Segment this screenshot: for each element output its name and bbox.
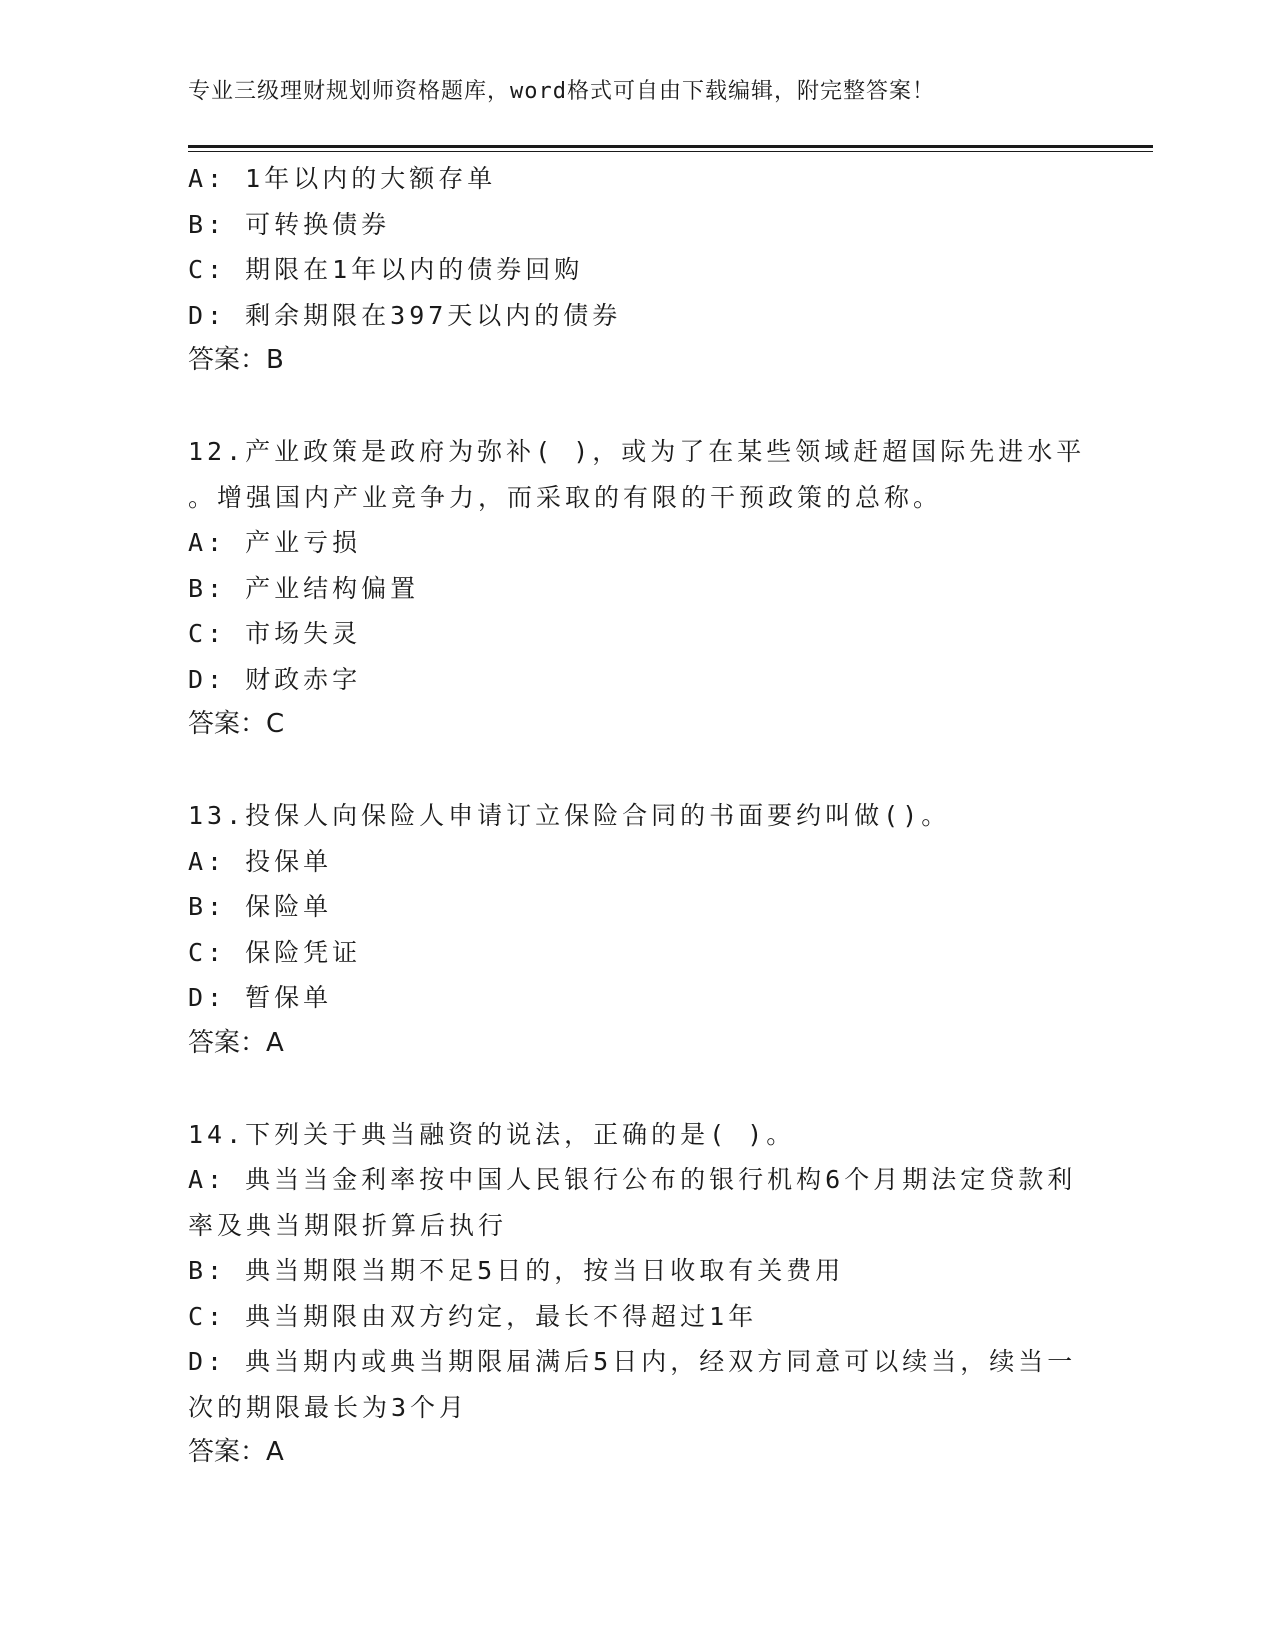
option-c: C: 市场失灵	[188, 619, 362, 648]
option-d-continued: 次的期限最长为3个月	[188, 1392, 469, 1422]
answer: 答案：B	[188, 345, 284, 375]
block-spacer	[188, 384, 1088, 430]
option-a: A: 典当当金利率按中国人民银行公布的银行机构6个月期法定贷款利	[188, 1165, 1077, 1194]
option-d: D: 剩余期限在397天以内的债券	[188, 300, 622, 330]
answer: 答案：A	[188, 1437, 284, 1467]
option-c: C: 典当期限由双方约定，最长不得超过1年	[188, 1301, 758, 1331]
option-c: C: 期限在1年以内的债券回购	[188, 255, 584, 284]
page-header: 专业三级理财规划师资格题库，word格式可自由下载编辑，附完整答案！	[188, 79, 935, 104]
header-rule-thin	[188, 151, 1153, 152]
option-b: B: 典当期限当期不足5日的，按当日收取有关费用	[188, 1256, 845, 1285]
option-b: B: 产业结构偏置	[188, 573, 420, 603]
question-text: 14.下列关于典当融资的说法，正确的是( )。	[188, 1119, 796, 1149]
option-c: C: 保险凭证	[188, 937, 362, 967]
option-d: D: 典当期内或典当期限届满后5日内，经双方同意可以续当，续当一	[188, 1347, 1077, 1376]
question-block-12	[188, 429, 1088, 748]
option-a: A: 1年以内的大额存单	[188, 164, 497, 193]
option-a-continued: 率及典当期限折算后执行	[188, 1210, 508, 1240]
answer: 答案：C	[188, 709, 285, 739]
option-d: D: 暂保单	[188, 983, 333, 1012]
answer: 答案：A	[188, 1027, 284, 1058]
question-text: 13.投保人向保险人申请订立保险合同的书面要约叫做()。	[188, 801, 951, 830]
question-block-14	[188, 1112, 1088, 1476]
option-b: B: 可转换债券	[188, 209, 391, 239]
option-a: A: 产业亏损	[188, 528, 362, 557]
option-a: A: 投保单	[188, 846, 333, 876]
question-content	[188, 156, 1088, 1476]
question-block-11	[188, 156, 1088, 384]
option-b: B: 保险单	[188, 892, 333, 921]
question-text: 12.产业政策是政府为弥补( )，或为了在某些领域赶超国际先进水平	[188, 437, 1086, 466]
header-rule-thick	[188, 145, 1153, 148]
question-block-13	[188, 793, 1088, 1066]
question-text-continued: 。增强国内产业竞争力，而采取的有限的干预政策的总称。	[188, 482, 943, 512]
option-d: D: 财政赤字	[188, 664, 362, 694]
block-spacer	[188, 1066, 1088, 1112]
block-spacer	[188, 748, 1088, 794]
